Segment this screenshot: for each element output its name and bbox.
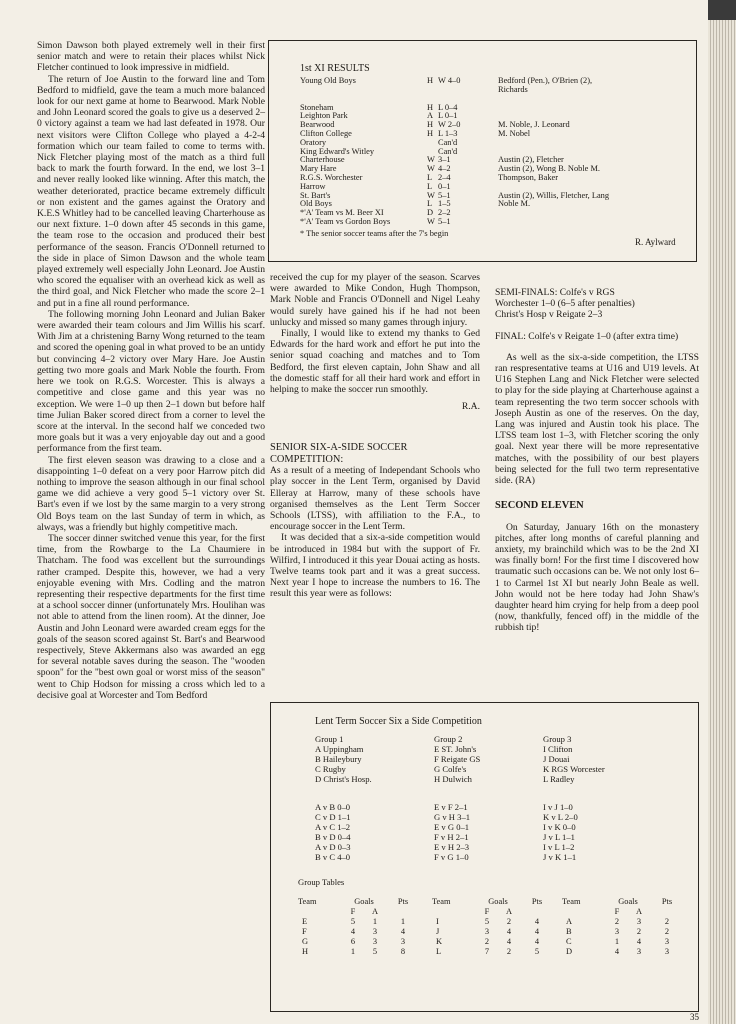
table-cell: 2: [636, 927, 642, 936]
result-venue: L: [427, 172, 433, 182]
result-opponent: Oratory: [300, 137, 327, 147]
table-cell: 2: [614, 917, 620, 926]
table-row: [562, 947, 684, 957]
match-result: K v L 2–0: [543, 812, 578, 822]
table-cell: 5: [372, 947, 378, 956]
group-2-matches: [434, 802, 470, 862]
result-score: 0–1: [438, 181, 451, 191]
table-cell: 3: [636, 947, 642, 956]
group-team: I Clifton: [543, 744, 573, 754]
scorer-line: M. Noble, J. Leonard: [498, 120, 570, 130]
table-row: [432, 947, 554, 957]
semi-final-line: Christ's Hosp v Reigate 2–3: [495, 309, 603, 321]
header-team: Team: [562, 897, 581, 906]
table-row: [562, 927, 684, 937]
group-team: C Rugby: [315, 764, 346, 774]
table-cell: 2: [506, 947, 512, 956]
paragraph: received the cup for my player of the season. Scarves were awarded to Mike Condon, Hugh Thompson, Mark Noble and Francis O'Donnell and Nigel Leahy would surely have gained his if he had not been unlucky and missed so many games through injury.: [270, 272, 480, 328]
header-pts: Pts: [531, 897, 543, 906]
table-cell: 1: [350, 947, 356, 956]
results-box: [268, 40, 697, 262]
table-cell: 3: [484, 927, 490, 936]
table-cell: L: [436, 947, 442, 956]
header-team: Team: [432, 897, 451, 906]
result-scorers: [498, 218, 609, 227]
table-cell: 5: [350, 917, 356, 926]
header-goals: Goals: [488, 897, 508, 906]
table-cell: 4: [400, 927, 406, 936]
table-row: [432, 937, 554, 947]
group-team: A Uppingham: [315, 744, 364, 754]
table-cell: 4: [614, 947, 620, 956]
result-opponent: Young Old Boys: [300, 76, 356, 85]
group-tables-label: Group Tables: [298, 877, 345, 887]
match-result: I v K 0–0: [543, 822, 576, 832]
result-score: 2–4: [438, 172, 451, 182]
result-venue: H: [427, 76, 434, 85]
result-score: W 4–0: [438, 76, 461, 85]
result-venue: W: [427, 190, 435, 200]
result-score: W 2–0: [438, 120, 461, 130]
result-opponent: Harrow: [300, 181, 326, 191]
result-venue: H: [427, 120, 434, 130]
result-score: Can'd: [438, 146, 458, 156]
table-cell: I: [436, 917, 439, 926]
table-cell: 3: [636, 917, 642, 926]
result-scorers: [498, 209, 609, 218]
match-result: B v C 4–0: [315, 852, 351, 862]
table-cell: 6: [350, 937, 356, 946]
result-score: 4–2: [438, 164, 451, 174]
group-team: F Reigate GS: [434, 754, 481, 764]
match-result: A v C 1–2: [315, 822, 351, 832]
result-scorers: [498, 77, 609, 95]
paragraph: The soccer dinner switched venue this year, for the first time, from the Rowbarge to the La Chaumiere in Thatcham. The food was excellent but the surroundings rather cramped. Despite this, however, we had a very enjoyable evening with Mrs. Codling and the matron representing their respective departments for the first time at a school soccer dinner (unfortunately Mrs. Houlihan was not able to attend from the linen room). At the dinner, Joe Austin and John Leonard were awarded cream eggs for the goals of the season scored against St. Bart's and Bearwood respectively, Steve Akkermans also was awarded an egg for several notable saves during the season. The "wooden spoon" for the "best own goal or worst miss of the season" went to Chip Hodson for missing a cross which led to a decisive goal at Worcester and Tom Bedford: [37, 532, 265, 701]
match-result: A v B 0–0: [315, 802, 351, 812]
scorer-line: Austin (2), Wong B. Noble M.: [498, 164, 600, 174]
table-cell: 4: [350, 927, 356, 936]
result-opponent: Charterhouse: [300, 155, 345, 165]
result-score: L 0–4: [438, 102, 458, 112]
table-cell: D: [566, 947, 573, 956]
table-cell: J: [436, 927, 440, 936]
table-cell: 2: [664, 927, 670, 936]
table-cell: 5: [534, 947, 540, 956]
table-cell: F: [302, 927, 307, 936]
result-opponent: Leighton Park: [300, 111, 348, 121]
table-row: [432, 927, 554, 937]
table-row: [298, 927, 420, 937]
standings-table: [298, 897, 420, 957]
header-against: A: [635, 907, 643, 916]
results-title: 1st XI RESULTS: [300, 63, 370, 74]
scorer-line: Austin (2), Willis, Fletcher, Lang: [498, 190, 610, 200]
paragraph: It was decided that a six-a-side competition would be introduced in 1984 but with the support of Fr. Wilfird, I introduced it this year Douai acting as hosts. Twelve teams took part and it was a great success. Next year I hope to increase the numbers to 16. The result this year were as follows:: [270, 532, 480, 600]
standings-table: [432, 897, 554, 957]
table-cell: 4: [534, 927, 540, 936]
result-opponent: Mary Hare: [300, 164, 337, 174]
paragraph: The return of Joe Austin to the forward line and Tom Bedford to midfield, gave the team a much more balanced look for our next game at home to Bearwood. Mark Noble and John Leonard scored the goals to give us a deserved 2–0 victory against a team we had last defeated in 1978. Our next visitors were Clifton College who played a 4-2-4 formation which our team failed to come to terms with. Nick Fletcher playing most of the match as a third full back to mark the fourth forward. In the end, we lost 3–1 and never really looked like winning. After this match, the weather deteriorated, practice became extremely difficult or non existent and the games against the Oratory and K.E.S Whitley had to be cancelled leaving Charterhouse as our next fixture. 1–0 down after 45 seconds in this game, the team rose to the occasion and produced their best performance of the season. Francis O'Donnell returned to the side in place of Simon Dawson and the whole team played extremely well especially John Leonard. Joe Austin who scored the equaliser with an overhead kick as well as the third goal, and Nick Fletcher who made the score 2–1 and put in a fine all round performance.: [37, 73, 265, 309]
table-cell: E: [302, 917, 308, 926]
result-venue: W: [427, 216, 435, 226]
semi-final-line: Worchester 1–0 (6–5 after penalties): [495, 298, 635, 310]
result-venue: A: [427, 111, 434, 121]
table-cell: 4: [534, 937, 540, 946]
group-table-1: [298, 897, 420, 957]
table-cell: 3: [372, 927, 378, 936]
header-pts: Pts: [397, 897, 409, 906]
semi-finals: [495, 287, 699, 321]
left-column-article: [37, 40, 265, 701]
table-cell: B: [566, 927, 572, 936]
table-cell: 3: [614, 927, 620, 936]
group-1-matches: [315, 802, 351, 862]
match-result: E v F 2–1: [434, 802, 468, 812]
header-against: A: [371, 907, 379, 916]
match-result: J v K 1–1: [543, 852, 577, 862]
table-cell: 7: [484, 947, 490, 956]
table-cell: 5: [484, 917, 490, 926]
scorer-line: Thompson, Baker: [498, 172, 559, 182]
group-1-teams: [315, 734, 372, 784]
table-cell: 8: [400, 947, 406, 956]
table-row: [298, 917, 420, 927]
match-result: F v G 1–0: [434, 852, 469, 862]
semi-final-line: SEMI-FINALS: Colfe's v RGS: [495, 287, 615, 298]
group-team: K RGS Worcester: [543, 764, 605, 774]
final-result: FINAL: Colfe's v Reigate 1–0 (after extra time): [495, 330, 679, 342]
result-opponent: Stoneham: [300, 102, 334, 112]
group-name: Group 2: [434, 734, 463, 744]
group-team: H Dulwich: [434, 774, 472, 784]
result-score: 1–5: [438, 199, 451, 209]
result-opponent: *'A' Team vs Gordon Boys: [300, 216, 391, 226]
table-cell: 2: [484, 937, 490, 946]
result-score: 5–1: [438, 190, 451, 200]
paragraph: On Saturday, January 16th on the monastery pitches, after long months of careful planning and anxiety, my brainchild which was to be the 2nd XI was finally born! For the first time I discovered how traumatic such occasions can be. We not only lost 6–1 to Carmel 1st XI but nearly John Beale as well. John would not be here today had John Shaw's daughter heard him crying for help from a deep pool (now, thankfully, fenced off) in the middle of the rubbish tip!: [495, 521, 699, 634]
group-team: D Christ's Hosp.: [315, 774, 372, 784]
table-cell: 3: [664, 947, 670, 956]
match-result: A v D 0–3: [315, 842, 351, 852]
results-venues: [427, 77, 435, 227]
paragraph: As well as the six-a-side competition, the LTSS ran respresentative teams at U16 and U19 levels. At U16 Stephen Lang and Nick Fletcher were selected to play for the side playing at Charterhouse against a team representing the two term soccer schools with Joseph Austin as one of the reserves. On the day, Lang was injured and Austin took his place. The LTSS team lost 1–3, with Fletcher scoring the only goal. Next year there will be more representative matches, with the possibility of our best players being selected for the full two term representative side. (RA): [495, 351, 699, 487]
table-cell: H: [302, 947, 309, 956]
header-goals: Goals: [354, 897, 374, 906]
result-scorers: [498, 139, 609, 148]
header-for: F: [614, 907, 620, 916]
page-edge-stack: [708, 20, 736, 1024]
header-for: F: [350, 907, 356, 916]
group-3-teams: [543, 734, 605, 784]
result-score: L 0–1: [438, 111, 458, 121]
match-result: I v J 1–0: [543, 802, 573, 812]
competition-box: [270, 702, 699, 1012]
group-table-2: [432, 897, 554, 957]
header-for: F: [484, 907, 490, 916]
result-scorers: [498, 200, 609, 209]
table-cell: 3: [664, 937, 670, 946]
group-name: Group 1: [315, 734, 344, 744]
results-scores: [438, 77, 460, 227]
paragraph: The following morning John Leonard and Julian Baker were awarded their team colours and Jim Willis his scarf. With Jim at a christening Barny Wong returned to the team and scored the opening goal in what proved to be an untidy but convincing 4–2 victory over Mary Hare. Joe Austin getting two more goals and Mark Noble the fourth. From here we took on R.G.S. Worcester. This is always a competitive and close game and this year was no exception. We were 1–0 up then 2–1 down but before half time Julian Baker scored direct from a corner to level the score at the interval. In the second half we conceded two more goals but it was a very enjoyable day out and a good performance from the first team.: [37, 308, 265, 455]
table-cell: 4: [506, 927, 512, 936]
table-cell: 3: [400, 937, 406, 946]
group-team: B Haileybury: [315, 754, 362, 764]
result-opponent: Bearwood: [300, 120, 335, 130]
group-team: E ST. John's: [434, 744, 477, 754]
result-scorers: [498, 174, 609, 183]
paragraph: The first eleven season was drawing to a close and a disappointing 1–0 defeat on a very poor Harrow pitch did nothing to improve the season although in our final school game we did achieve a very good 5–1 victory over St. Bart's even if we lost by the same margin to a very strong Old Boys team on the last Sunday of term in which, as always, was a friendly but highly competitive mach.: [37, 454, 265, 533]
result-scorers: [498, 130, 609, 139]
result-opponent: Old Boys: [300, 199, 332, 209]
table-cell: 4: [636, 937, 642, 946]
table-cell: 2: [506, 917, 512, 926]
table-cell: A: [566, 917, 573, 926]
competition-title: Lent Term Soccer Six a Side Competition: [315, 716, 482, 727]
header-blank: [562, 907, 606, 917]
result-score: 3–1: [438, 155, 451, 165]
match-result: E v H 2–3: [434, 842, 470, 852]
result-venue: H: [427, 128, 434, 138]
results-scorers: [498, 77, 609, 227]
match-result: G v H 3–1: [434, 812, 471, 822]
section-heading: SENIOR SIX-A-SIDE SOCCER COMPETITION:: [270, 442, 408, 465]
second-eleven-heading: SECOND ELEVEN: [495, 500, 584, 512]
table-cell: 4: [506, 937, 512, 946]
group-2-teams: [434, 734, 480, 784]
table-cell: 1: [400, 917, 406, 926]
table-cell: 2: [664, 917, 670, 926]
group-3-matches: [543, 802, 578, 862]
table-row: [562, 917, 684, 927]
table-row: [298, 947, 420, 957]
table-cell: C: [566, 937, 572, 946]
group-team: G Colfe's: [434, 764, 467, 774]
header-blank: [520, 907, 554, 917]
result-opponent: King Edward's Witley: [300, 146, 375, 156]
result-venue: [427, 139, 435, 148]
group-team: J Douai: [543, 754, 570, 764]
result-venue: W: [427, 155, 435, 165]
paragraph: Finally, I would like to extend my thanks to Ged Edwards for the hard work and effort he put into the senior squad coaching and matches and to Tom Bedford, the first eleven captain, John Shaw and all the domestic staff for all their hard work and effort in helping to make the soccer run smoothly.: [270, 328, 480, 396]
group-team: L Radley: [543, 774, 575, 784]
paragraph: Simon Dawson both played extremely well in their first senior match and were to retain their places whilst Nick Fletcher continued to look impressive in midfield.: [37, 40, 265, 74]
table-row: [298, 937, 420, 947]
result-venue: W: [427, 164, 435, 174]
result-scorers: [498, 104, 609, 113]
header-blank: [298, 907, 342, 917]
signature: R.A.: [461, 401, 480, 413]
result-opponent: St. Bart's: [300, 190, 331, 200]
header-blank: [650, 907, 684, 917]
result-score: Can'd: [438, 137, 458, 147]
scorer-line: Austin (2), Fletcher: [498, 155, 564, 165]
table-cell: G: [302, 937, 309, 946]
paragraph: As a result of a meeting of Independant Schools who play soccer in the Lent Term, organised by David Elleray at Harrow, many of these schools have organised themselves as the Lent Term Soccer Schools (LTSS), with affiliation to the F.A., to encourage soccer in the Lent Term.: [270, 465, 480, 533]
match-result: I v L 1–2: [543, 842, 575, 852]
match-result: J v L 1–1: [543, 832, 575, 842]
result-opponent: R.G.S. Worchester: [300, 172, 363, 182]
result-venue: H: [427, 102, 434, 112]
header-against: A: [505, 907, 513, 916]
scorer-line: M. Nobel: [498, 128, 531, 138]
header-blank: [386, 907, 420, 917]
right-column-article: [495, 287, 699, 634]
header-goals: Goals: [618, 897, 638, 906]
scorer-line: Richards: [498, 84, 528, 94]
table-cell: K: [436, 937, 443, 946]
page-number: 35: [690, 1012, 699, 1022]
standings-table: [562, 897, 684, 957]
group-table-3: [562, 897, 684, 957]
match-result: F v H 2–1: [434, 832, 469, 842]
result-score: L 1–3: [438, 128, 458, 138]
match-result: B v D 0–4: [315, 832, 351, 842]
result-opponent: *'A' Team vs M. Beer XI: [300, 208, 384, 218]
table-cell: 3: [372, 937, 378, 946]
group-name: Group 3: [543, 734, 572, 744]
header-team: Team: [298, 897, 317, 906]
results-opponents: [300, 77, 390, 227]
header-blank: [432, 907, 476, 917]
table-row: [562, 937, 684, 947]
scorer-line: Noble M.: [498, 199, 531, 209]
table-cell: 1: [372, 917, 378, 926]
result-score: 2–2: [438, 208, 451, 218]
scorer-line: Bedford (Pen.), O'Brien (2),: [498, 76, 593, 85]
result-venue: L: [427, 181, 433, 191]
results-signature: R. Aylward: [635, 237, 676, 247]
match-result: E v G 0–1: [434, 822, 470, 832]
result-venue: L: [427, 199, 433, 209]
table-cell: 4: [534, 917, 540, 926]
header-pts: Pts: [661, 897, 673, 906]
result-opponent: Clifton College: [300, 128, 352, 138]
table-row: [432, 917, 554, 927]
middle-column-article: [270, 272, 480, 600]
table-cell: 1: [614, 937, 620, 946]
result-venue: D: [427, 208, 434, 218]
match-result: C v D 1–1: [315, 812, 351, 822]
results-footnote: * The senior soccer teams after the 7's begin: [300, 229, 449, 238]
result-score: 5–1: [438, 216, 451, 226]
